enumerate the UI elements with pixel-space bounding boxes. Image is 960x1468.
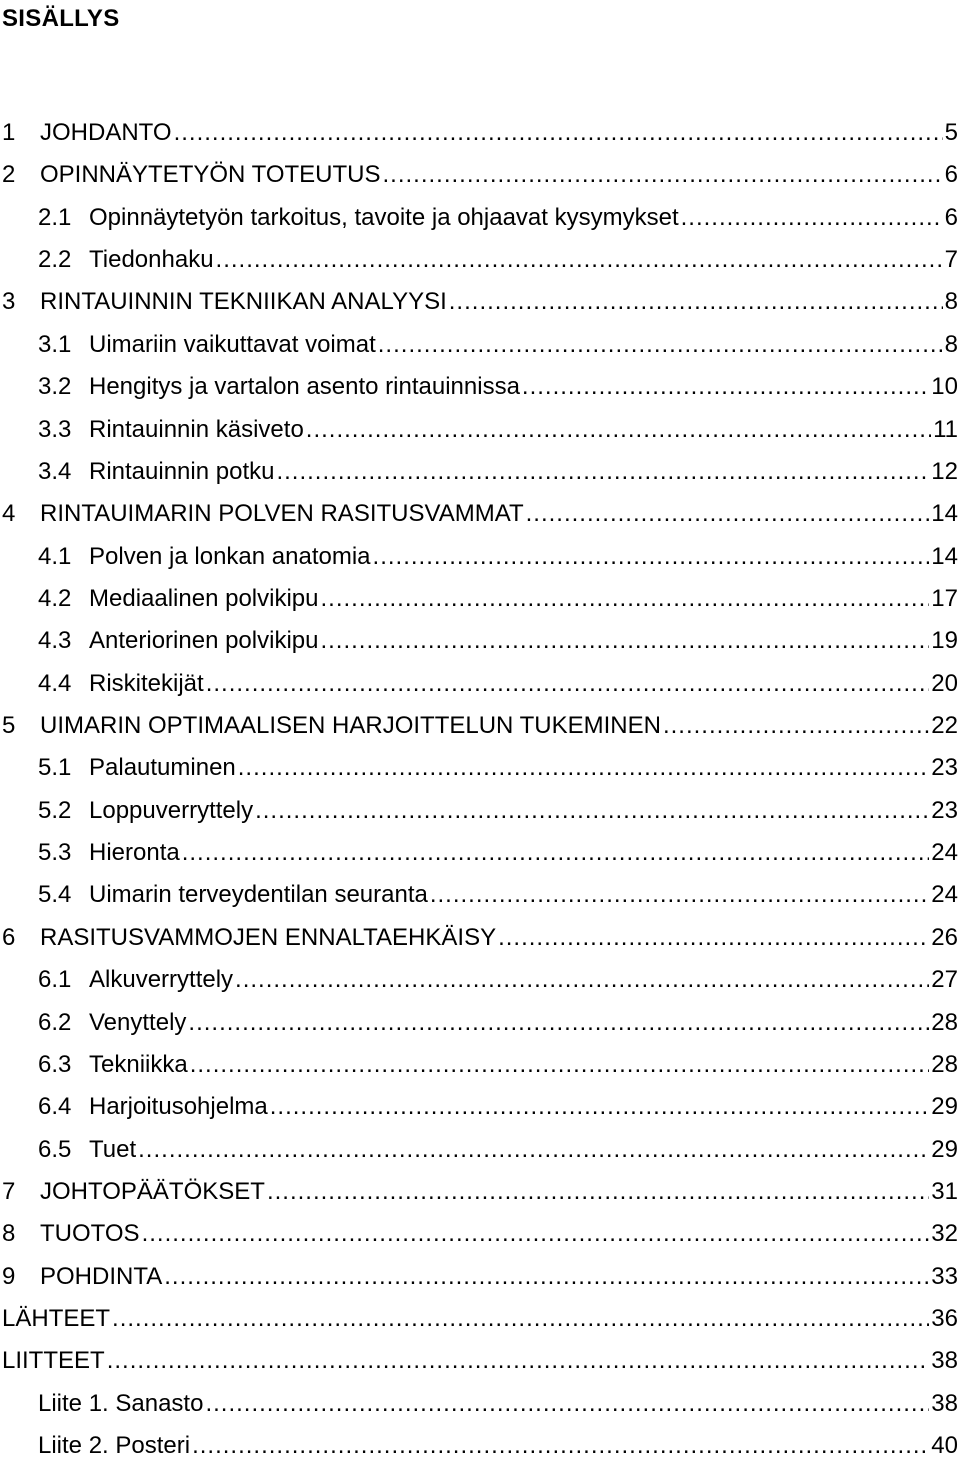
- toc-number: 4.2: [38, 584, 72, 612]
- toc-page-number: 36: [931, 1305, 958, 1333]
- toc-number: 4.1: [38, 542, 72, 570]
- toc-title: Uimarin terveydentilan seuranta: [89, 881, 428, 909]
- toc-number: 3.2: [38, 373, 72, 401]
- dot-leader: [526, 493, 930, 535]
- toc-entry[interactable]: [0, 747, 960, 789]
- toc-page-number: 28: [931, 1050, 958, 1078]
- toc-number: 6.3: [38, 1050, 72, 1078]
- toc-title: POHDINTA: [40, 1262, 163, 1290]
- toc-page-number: 17: [931, 584, 958, 612]
- dot-leader: [306, 409, 931, 451]
- toc-title: Opinnäytetyön tarkoitus, tavoite ja ohjaavat kysymykset: [89, 203, 679, 231]
- dot-leader: [378, 324, 943, 366]
- toc-number: 6.2: [38, 1008, 72, 1036]
- toc-title: JOHDANTO: [40, 119, 172, 146]
- toc-number: 1: [2, 119, 16, 146]
- toc-page-number: 40: [931, 1432, 958, 1460]
- toc-number: 3.1: [38, 330, 72, 358]
- toc-title: Loppuverryttely: [89, 796, 254, 824]
- toc-number: 6.4: [38, 1093, 72, 1121]
- toc-title: Liite 2. Posteri: [38, 1432, 191, 1460]
- toc-number: 5.3: [38, 839, 72, 867]
- toc-page-number: 31: [931, 1177, 958, 1205]
- toc-title: Rintauinnin potku: [89, 457, 275, 485]
- toc-entry[interactable]: [0, 154, 960, 196]
- toc-number: 6.5: [38, 1135, 72, 1163]
- dot-leader: [206, 663, 930, 705]
- toc-title: Tekniikka: [89, 1050, 188, 1078]
- toc-title: RINTAUINNIN TEKNIIKAN ANALYYSI: [40, 288, 447, 316]
- toc-page-number: 23: [931, 796, 958, 824]
- toc-title: UIMARIN OPTIMAALISEN HARJOITTELUN TUKEMINEN: [40, 712, 661, 740]
- toc-number: 5.4: [38, 881, 72, 909]
- dot-leader: [383, 154, 943, 196]
- toc-number: 2.1: [38, 203, 72, 231]
- toc-title: Liite 1. Sanasto: [38, 1389, 204, 1417]
- toc-entry[interactable]: [0, 409, 960, 451]
- toc-title: Alkuverryttely: [89, 966, 234, 994]
- toc-page-number: 27: [931, 966, 958, 994]
- toc-page-number: 38: [931, 1389, 958, 1417]
- toc-page-number: 32: [931, 1220, 958, 1248]
- toc-title: Anteriorinen polvikipu: [89, 627, 319, 655]
- toc-title: Harjoitusohjelma: [89, 1093, 268, 1121]
- dot-leader: [238, 747, 930, 789]
- toc-number: 7: [2, 1177, 16, 1205]
- toc-number: 6.1: [38, 966, 72, 994]
- toc-page-number: 8: [944, 288, 958, 316]
- toc-title: Polven ja lonkan anatomia: [89, 542, 371, 570]
- toc-number: 5.1: [38, 754, 72, 782]
- toc-page-number: 11: [933, 415, 958, 443]
- toc-page-number: 6: [944, 203, 958, 231]
- toc-entry[interactable]: [0, 1044, 960, 1086]
- dot-leader: [205, 1383, 929, 1425]
- dot-leader: [320, 578, 929, 620]
- dot-leader: [663, 705, 929, 747]
- toc-title: LIITTEET: [2, 1347, 105, 1375]
- toc-page-number: 23: [931, 754, 958, 782]
- toc-page-number: 26: [931, 923, 958, 951]
- dot-leader: [164, 1256, 929, 1298]
- toc-number: 2.2: [38, 246, 72, 274]
- toc-page-number: 22: [931, 712, 958, 740]
- toc-number: 4.3: [38, 627, 72, 655]
- toc-entry[interactable]: [0, 663, 960, 705]
- toc-number: 4.4: [38, 669, 72, 697]
- toc-entry[interactable]: [0, 197, 960, 239]
- toc-entry[interactable]: [0, 366, 960, 408]
- dot-leader: [267, 1171, 929, 1213]
- toc-number: 3: [2, 288, 16, 316]
- dot-leader: [174, 112, 943, 154]
- dot-leader: [320, 620, 929, 662]
- toc-page-number: 28: [931, 1008, 958, 1036]
- toc-page-number: 20: [931, 669, 958, 697]
- toc-entry[interactable]: [0, 1171, 960, 1213]
- toc-title: Venyttely: [89, 1008, 187, 1036]
- toc-entry[interactable]: [0, 705, 960, 747]
- toc-entry[interactable]: [0, 790, 960, 832]
- toc-page-number: 14: [931, 542, 958, 570]
- toc-page-number: 14: [931, 500, 958, 528]
- toc-entry[interactable]: [0, 1298, 960, 1340]
- dot-leader: [235, 959, 929, 1001]
- toc-page-number: 10: [931, 373, 958, 401]
- toc-page-number: 12: [931, 457, 958, 485]
- toc-title: OPINNÄYTETYÖN TOTEUTUS: [40, 161, 381, 189]
- toc-title: LÄHTEET: [2, 1305, 111, 1333]
- toc-title: JOHTOPÄÄTÖKSET: [40, 1177, 265, 1205]
- toc-number: 3.4: [38, 457, 72, 485]
- toc-entry[interactable]: [0, 1002, 960, 1044]
- toc-entry[interactable]: [0, 1256, 960, 1298]
- dot-leader: [430, 874, 929, 916]
- toc-entry[interactable]: [0, 239, 960, 281]
- toc-page-number: 24: [931, 839, 958, 867]
- toc-entry[interactable]: [0, 324, 960, 366]
- toc-entry[interactable]: [0, 917, 960, 959]
- toc-number: 6: [2, 923, 16, 951]
- dot-leader: [188, 1002, 929, 1044]
- dot-leader: [373, 536, 930, 578]
- dot-leader: [190, 1044, 930, 1086]
- toc-title: Hieronta: [89, 839, 180, 867]
- toc-title: TUOTOS: [40, 1220, 140, 1248]
- toc-entry[interactable]: [0, 959, 960, 1001]
- dot-leader: [270, 1086, 930, 1128]
- dot-leader: [182, 832, 930, 874]
- toc-number: 2: [2, 161, 16, 189]
- toc-title: Hengitys ja vartalon asento rintauinnissa: [89, 373, 520, 401]
- toc-title: RINTAUIMARIN POLVEN RASITUSVAMMAT: [40, 500, 524, 528]
- toc-page-number: 5: [944, 119, 958, 146]
- dot-leader: [498, 917, 929, 959]
- toc-entry[interactable]: [0, 451, 960, 493]
- page-title: SISÄLLYS: [2, 5, 120, 32]
- toc-title: Mediaalinen polvikipu: [89, 584, 319, 612]
- table-of-contents: [0, 112, 960, 1468]
- dot-leader: [522, 366, 929, 408]
- toc-page-number: 24: [931, 881, 958, 909]
- dot-leader: [681, 197, 943, 239]
- toc-title: Rintauinnin käsiveto: [89, 415, 304, 443]
- toc-page-number: 19: [931, 627, 958, 655]
- toc-entry[interactable]: [0, 493, 960, 535]
- dot-leader: [138, 1129, 929, 1171]
- toc-number: 5: [2, 712, 16, 740]
- toc-page-number: 38: [931, 1347, 958, 1375]
- toc-number: 5.2: [38, 796, 72, 824]
- dot-leader: [112, 1298, 929, 1340]
- toc-entry[interactable]: [0, 1129, 960, 1171]
- dot-leader: [107, 1340, 930, 1382]
- toc-entry[interactable]: [0, 1425, 960, 1467]
- toc-entry[interactable]: [0, 1086, 960, 1128]
- toc-page-number: 8: [944, 330, 958, 358]
- toc-number: 4: [2, 500, 16, 528]
- toc-entry[interactable]: [0, 832, 960, 874]
- toc-entry[interactable]: [0, 112, 960, 154]
- toc-entry[interactable]: [0, 536, 960, 578]
- toc-entry[interactable]: [0, 874, 960, 916]
- toc-title: Palautuminen: [89, 754, 236, 782]
- toc-title: Tuet: [89, 1135, 137, 1163]
- dot-leader: [276, 451, 929, 493]
- toc-page-number: 29: [931, 1093, 958, 1121]
- dot-leader: [216, 239, 943, 281]
- toc-page-number: 29: [931, 1135, 958, 1163]
- toc-entry[interactable]: [0, 281, 960, 323]
- dot-leader: [255, 790, 929, 832]
- dot-leader: [142, 1213, 930, 1255]
- toc-entry[interactable]: [0, 1213, 960, 1255]
- toc-title: Tiedonhaku: [89, 246, 214, 274]
- toc-title: Riskitekijät: [89, 669, 204, 697]
- toc-entry[interactable]: [0, 1383, 960, 1425]
- toc-number: 3.3: [38, 415, 72, 443]
- toc-page-number: 6: [944, 161, 958, 189]
- toc-title: RASITUSVAMMOJEN ENNALTAEHKÄISY: [40, 923, 497, 951]
- toc-number: 9: [2, 1262, 16, 1290]
- toc-entry[interactable]: [0, 620, 960, 662]
- toc-entry[interactable]: [0, 578, 960, 620]
- toc-title: Uimariin vaikuttavat voimat: [89, 330, 376, 358]
- toc-entry[interactable]: [0, 1340, 960, 1382]
- toc-number: 8: [2, 1220, 16, 1248]
- dot-leader: [449, 281, 943, 323]
- toc-page-number: 33: [931, 1262, 958, 1290]
- dot-leader: [192, 1425, 929, 1467]
- toc-page-number: 7: [944, 246, 958, 274]
